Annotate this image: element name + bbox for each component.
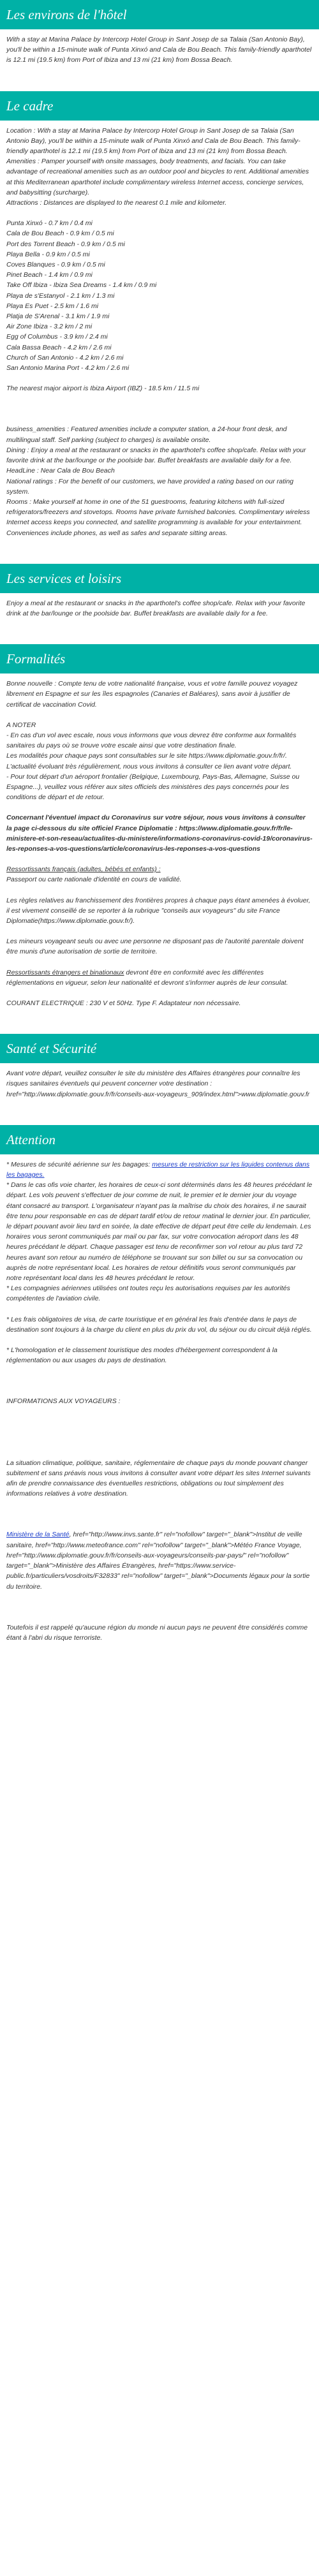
- homologation-paragraph: * L'homologation et le classement touristique des modes d'hébergement correspondent à la réglementation ou aux usages du pays de destination.: [6, 1346, 278, 1365]
- cadre-headline: HeadLine : Near Cala de Bou Beach: [6, 467, 115, 475]
- infos-voyageurs-title: INFORMATIONS AUX VOYAGEURS :: [6, 1397, 121, 1406]
- section-content-services: [0, 593, 319, 634]
- anoter-line: Les modalités pour chaque pays sont consultables sur le site https://www.diplomatie.gouv.fr/fr/. L'actualité évoluant très régulièrement, nous vous invitons à consulter ce lien avant votre départ.: [6, 752, 292, 770]
- section-title-sante: Santé et Sécurité: [0, 1034, 319, 1063]
- cadre-rooms: Rooms : Make yourself at home in one of the 51 guestrooms, featuring kitchens with full-sized refrigerators/freezers and stovetops. Rooms have private furnished balconies. Complimentary wireless Internet access keeps you connected, and satellite programming is available for your entertainment. Conveniences include phones, as well as safes and separate sitting areas.: [6, 497, 310, 537]
- section-cadre: [0, 91, 319, 554]
- ministere-rest: , href="http://www.invs.sante.fr" rel="nofollow" target="_blank">Institut de veille sanitaire, href="http://www.meteofrance.com" rel="nofollow" target="_blank">Météo France Voyage, href="http://www.diplomatie.gouv.fr/fr/conseils-aux-voyageurs/conseils-par-pays/" rel="nofollow" target="_blank">Ministère des Affaires Étrangères, href="https://www.service-public.fr/particuliers/vosdroits/F32833" rel="nofollow" target="_blank">Documents légaux pour la sortie du territoire.: [6, 1531, 310, 1591]
- sante-paragraph: Avant votre départ, veuillez consulter le site du ministère des Affaires étrangères pour connaître les risques sanitaires éventuels qui peuvent concerner votre destination : href="http://www.diplomatie.gouv.fr/fr/conseils-aux-voyageurs_909/index.html">www.diplomatie.gouv.fr: [6, 1070, 310, 1098]
- nearest-airport: The nearest major airport is Ibiza Airport (IBZ) - 18.5 km / 11.5 mi: [6, 385, 200, 393]
- minors-notice: Les mineurs voyageant seuls ou avec une personne ne disposant pas de l'autorité parentale doivent être munis d'une autorisation de sortie de territoire.: [6, 938, 304, 956]
- formalites-good-news: Bonne nouvelle : Compte tenu de votre nationalité française, vous et votre famille pouvez voyagez librement en Espagne et sur les îles espagnoles (Canaries et Baléares), sans avoir à justifier de certificat de vaccination Covid.: [6, 680, 298, 709]
- services-paragraph: Enjoy a meal at the restaurant or snacks in the aparthotel's coffee shop/cafe. Relax with your favorite drink at the bar/lounge or the poolside bar. Buffet breakfasts are available daily for a fee.: [6, 599, 306, 617]
- ressortissants-adults-text: Passeport ou carte nationale d'identité en cours de validité.: [6, 876, 182, 884]
- distance-item: Cala Bassa Beach - 4.2 km / 2.6 mi: [6, 343, 112, 351]
- section-title-attention: Attention: [0, 1125, 319, 1154]
- horaires-paragraph: * Dans le cas ofis voie charter, les horaires de ceux-ci sont déterminés dans les 48 heures précédant le départ. Les vols peuvent s'effectuer de jour comme de nuit, le premier et le dernier jour du voyage étant consacré au transport. L'organisateur n'ayant pas la maîtrise du choix des horaires, il ne saurait être tenu pour responsable en cas de départ tardif et/ou de retour matinal le dernier jour. En particulier, le départ pouvant avoir lieu tard en soirée, la date effective de départ peut être celle du lendemain. Les horaires vous seront communiqués par mail ou par fax, sur votre convocation aéroport dans les 48 heures précédant le départ. Chaque passager est tenu de reconfirmer son vol retour au plus tard 72 heures avant son retour au numéro de téléphone se trouvant sur son billet ou sur sa convocation ou auprès de notre représentant local. Les horaires de retour définitifs vous seront communiqués par notre représentant local dans les 48 heures précédant le retour.: [6, 1181, 313, 1283]
- section-sante: [0, 1034, 319, 1115]
- etrangers-paragraph: [6, 968, 313, 988]
- etrangers-text: devront être en conformité avec les différentes réglementations en vigueur, selon leur nationalité et devront s'informer auprès de leur consulat.: [6, 968, 288, 987]
- section-title-environs: Les environs de l'hôtel: [0, 0, 319, 29]
- section-attention: [0, 1125, 319, 1658]
- section-content-sante: [0, 1063, 319, 1115]
- section-title-services: Les services et loisirs: [0, 564, 319, 593]
- section-content-cadre: [0, 121, 319, 554]
- cadre-business-amenities: business_amenities : Featured amenities include a computer station, a 24-hour front desk, and multilingual staff. Self parking (subject to charges) is available onsite.: [6, 425, 287, 444]
- section-environs: [0, 0, 319, 81]
- ministere-paragraph: [6, 1529, 313, 1591]
- distance-item: Playa Es Puet - 2.5 km / 1.6 mi: [6, 302, 99, 310]
- distance-item: Platja de S'Arenal - 3.1 km / 1.9 mi: [6, 313, 110, 321]
- distance-item: Playa de s'Estanyol - 2.1 km / 1.3 mi: [6, 291, 115, 300]
- section-content-environs: [0, 29, 319, 81]
- distance-item: Pinet Beach - 1.4 km / 0.9 mi: [6, 271, 93, 279]
- etrangers-link[interactable]: Ressortissants étrangers et binationaux: [6, 968, 124, 976]
- distance-item: Punta Xinxó - 0.7 km / 0.4 mi: [6, 219, 93, 228]
- cadre-location: Location : With a stay at Marina Palace by Intercorp Hotel Group in Sant Josep de sa Talaia (San Antonio Bay), you'll be within a 15-minute walk of Punta Xinxó and Cala de Bou Beach. This family-friendly aparthotel is 12.1 mi (19.5 km) from Port of Ibiza and 13 mi (21 km) from Bossa Beach. Amenities : Pamper yourself with onsite massages, body treatments, and facials. You can take advantage of recreational amenities such as an outdoor pool and bicycles to rent. Additional amenities at this Mediterranean aparthotel include complimentary wireless Internet access, concierge services, and babysitting (surcharge).: [6, 126, 309, 196]
- section-content-formalites: [0, 673, 319, 1024]
- section-title-cadre: Le cadre: [0, 91, 319, 121]
- distance-item: San Antonio Marina Port - 4.2 km / 2.6 mi: [6, 364, 130, 372]
- border-rules: Les règles relatives au franchissement des frontières propres à chaque pays étant amenées à évoluer, il est vivement conseillé de se reporter à la rubrique "conseils aux voyageurs" du site France Diplomatie(https://www.diplomatie.gouv.fr/).: [6, 896, 311, 925]
- section-services: [0, 564, 319, 634]
- section-content-attention: [0, 1154, 319, 1658]
- distance-item: Egg of Columbus - 3.9 km / 2.4 mi: [6, 333, 108, 341]
- bagages-prefix: * Mesures de sécurité aérienne sur les bagages:: [6, 1160, 152, 1168]
- ministere-link[interactable]: Ministère de la Santé: [6, 1531, 70, 1539]
- distance-item: Coves Blanques - 0.9 km / 0.5 mi: [6, 261, 105, 269]
- anoter-title: A NOTER: [6, 721, 36, 729]
- distance-list: [6, 218, 313, 373]
- cadre-national-ratings: National ratings : For the benefit of our customers, we have provided a rating based on our rating system.: [6, 477, 294, 496]
- ressortissants-adults-link: [6, 864, 313, 874]
- environs-paragraph: With a stay at Marina Palace by Intercorp Hotel Group in Sant Josep de sa Talaia (San Antonio Bay), you'll be within a 15-minute walk of Punta Xinxó and Cala de Bou Beach. This family-friendly aparthotel is 12.1 mi (19.5 km) from Port of Ibiza and 13 mi (21 km) from Bossa Beach.: [6, 36, 312, 64]
- distance-item: Port des Torrent Beach - 0.9 km / 0.5 mi: [6, 240, 125, 248]
- distance-item: Air Zone Ibiza - 3.2 km / 2 mi: [6, 323, 93, 331]
- visa-paragraph: * Les frais obligatoires de visa, de carte touristique et en général les frais d'entrée dans le pays de destination sont toujours à la charge du client en plus du prix du vol, du séjour ou du circuit déjà réglés.: [6, 1315, 312, 1334]
- covid-notice: Concernant l'éventuel impact du Coronavirus sur votre séjour, nous vous invitons à consulter la page ci-dessous du site officiel France Diplomatie : https://www.diplomatie.gouv.fr/fr/le-ministere-et-son-reseau/actualites-du-ministere/informations-coronavirus-covid-19/coronavirus-les-reponses-a-vos-questions/article/coronavirus-les-reponses-a-vos-questions: [6, 814, 313, 853]
- distance-item: Church of San Antonio - 4.2 km / 2.6 mi: [6, 353, 124, 362]
- section-formalites: [0, 644, 319, 1024]
- cadre-attractions: Attractions : Distances are displayed to the nearest 0.1 mile and kilometer.: [6, 199, 227, 207]
- situation-paragraph: La situation climatique, politique, sanitaire, réglementaire de chaque pays du monde pouvant changer subitement et sans préavis nous vous invitons à consulter avant votre départ les sites Internet suivants afin de prendre connaissance des éventuelles restrictions, obligations ou tout simplement des informations relatives à votre destination.: [6, 1459, 311, 1498]
- distance-item: Take Off Ibiza - Ibiza Sea Dreams - 1.4 km / 0.9 mi: [6, 281, 157, 290]
- bagages-paragraph: [6, 1159, 313, 1180]
- section-title-formalites: Formalités: [0, 644, 319, 673]
- ressortissants-link[interactable]: Ressortissants français (adultes, bébés et enfants) :: [6, 865, 161, 874]
- distance-item: Cala de Bou Beach - 0.9 km / 0.5 mi: [6, 230, 114, 238]
- cadre-dining: Dining : Enjoy a meal at the restaurant or snacks in the aparthotel's coffee shop/cafe. Relax with your favorite drink at the bar/lounge or the poolside bar. Buffet breakfasts are available daily for a fee.: [6, 446, 306, 465]
- courant-electrique: COURANT ELECTRIQUE : 230 V et 50Hz. Type F. Adaptateur non nécessaire.: [6, 999, 241, 1007]
- bagages-link[interactable]: mesures de restriction sur les liquides contenus dans les bagages.: [6, 1160, 310, 1179]
- anoter-line: - Pour tout départ d'un aéroport frontalier (Belgique, Luxembourg, Pays-Bas, Allemagne, Suisse ou Espagne...), veuillez vous référer aux sites officiels des ministères des pays concernés pour les conditions de départ et de retour.: [6, 772, 300, 802]
- final-paragraph: Toutefois il est rappelé qu'aucune région du monde ni aucun pays ne peuvent être considérés comme étant à l'abri du risque terroriste.: [6, 1623, 308, 1642]
- distance-item: Playa Bella - 0.9 km / 0.5 mi: [6, 250, 90, 258]
- compagnies-paragraph: * Les compagnies aériennes utilisées ont toutes reçu les autorisations requises par les autorités compétentes de l'aviation civile.: [6, 1284, 290, 1303]
- anoter-line: - En cas d'un vol avec escale, nous vous informons que vous devrez être conforme aux formalités sanitaires du pays où se trouve votre escale ainsi que votre destination finale.: [6, 731, 297, 750]
